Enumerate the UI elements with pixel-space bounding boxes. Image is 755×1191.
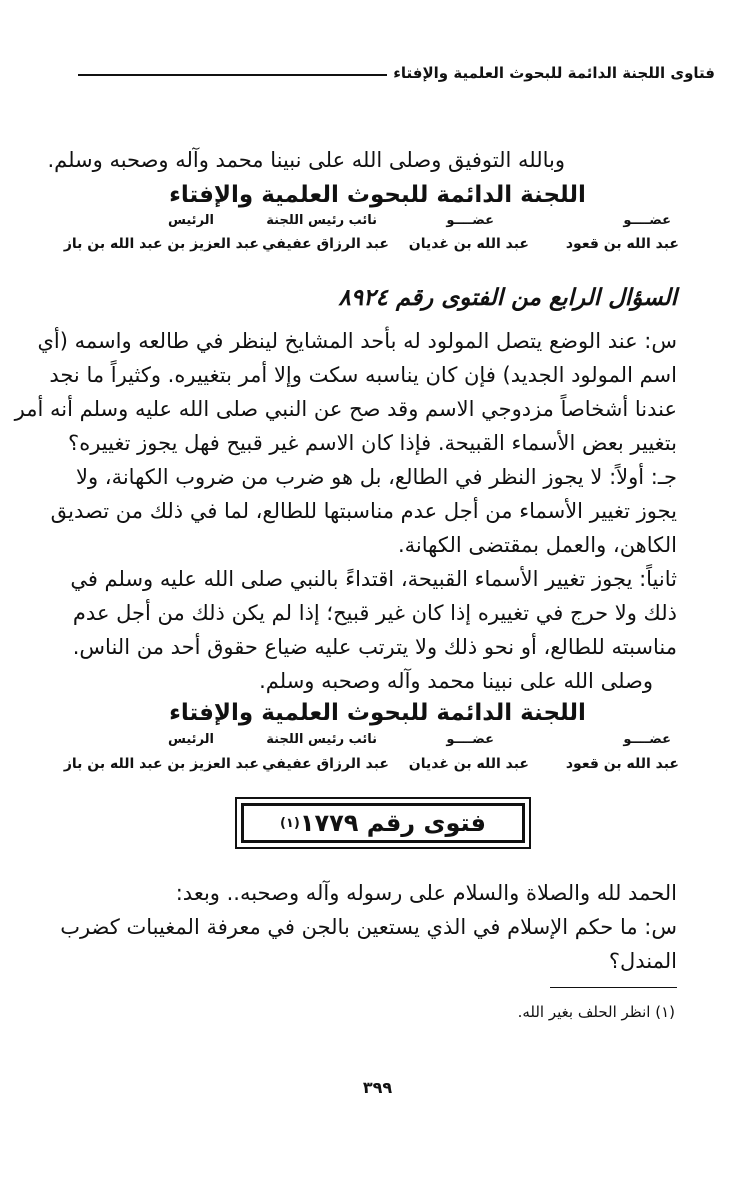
- closing-2: وصلى الله على نبينا محمد وآله وصحبه وسلم.: [259, 669, 653, 693]
- signature-roles-2: [80, 732, 679, 756]
- signature-names-1: [63, 236, 679, 260]
- footnote: (١) انظر الحلف بغير الله.: [517, 1003, 675, 1021]
- footnote-rule: [550, 987, 677, 988]
- signature-role: عضــــو: [446, 732, 494, 747]
- answer-line: الكاهن، والعمل بمقتضى الكهانة.: [398, 533, 677, 557]
- fatwa-title-frame: [241, 803, 525, 843]
- fatwa-title: فتوى رقم ١٧٧٩: [299, 809, 487, 837]
- committee-title-2: اللجنة الدائمة للبحوث العلمية والإفتاء: [169, 700, 586, 726]
- answer-line: جـ: أولاً: لا يجوز النظر في الطالع، بل هو ضرب من ضروب الكهانة، ولا: [76, 465, 677, 489]
- final-question-line: س: ما حكم الإسلام في الذي يستعين بالجن في معرفة المغيبات كضرب: [60, 915, 677, 939]
- final-question-line: المندل؟: [608, 949, 677, 973]
- running-head: [78, 58, 715, 88]
- running-head-rule: [78, 74, 387, 76]
- question-heading: السؤال الرابع من الفتوى رقم ٨٩٢٤: [338, 285, 677, 311]
- signature-name: عبد الرزاق عفيفي: [262, 236, 389, 252]
- running-head-title: فتاوى اللجنة الدائمة للبحوث العلمية والإفتاء: [393, 64, 715, 82]
- signature-role: الرئيس: [168, 213, 214, 228]
- question-line: اسم المولود الجديد) فإن كان يناسبه سكت وإلا أمر بتغييره. وكثيراً ما نجد: [49, 363, 677, 387]
- signature-roles-1: [80, 213, 679, 237]
- signature-name: عبد العزيز بن عبد الله بن باز: [63, 756, 259, 772]
- answer-line: ذلك ولا حرج في تغييره إذا كان غير قبيح؛ إذا لم يكن ذلك من أجل عدم: [72, 601, 677, 625]
- question-line: عندنا أشخاصاً مزدوجي الاسم وقد صح عن النبي صلى الله عليه وسلم أنه أمر: [14, 397, 677, 421]
- signature-role: الرئيس: [168, 732, 214, 747]
- intro-closing: وبالله التوفيق وصلى الله على نبينا محمد وآله وصحبه وسلم.: [47, 148, 565, 172]
- signature-role: عضــــو: [623, 213, 671, 228]
- signature-names-2: [63, 756, 679, 780]
- footnote-marker: (١): [279, 815, 300, 831]
- question-line: س: عند الوضع يتصل المولود له بأحد المشايخ لينظر في طالعه واسمه (أي: [37, 329, 677, 353]
- answer-line: ثانياً: يجوز تغيير الأسماء القبيحة، اقتداءً بالنبي صلى الله عليه وسلم في: [70, 567, 677, 591]
- answer-line: يجوز تغيير الأسماء من أجل عدم مناسبتها للطالع، لما في ذلك من تصديق: [50, 499, 677, 523]
- fatwa-title-box: [235, 797, 531, 849]
- signature-name: عبد الله بن غديان: [408, 236, 529, 252]
- signature-role: نائب رئيس اللجنة: [266, 732, 377, 747]
- signature-name: عبد الله بن قعود: [565, 236, 679, 252]
- signature-name: عبد الله بن قعود: [565, 756, 679, 772]
- committee-title-1: اللجنة الدائمة للبحوث العلمية والإفتاء: [169, 182, 586, 208]
- signature-role: عضــــو: [446, 213, 494, 228]
- signature-name: عبد الرزاق عفيفي: [262, 756, 389, 772]
- signature-name: عبد الله بن غديان: [408, 756, 529, 772]
- signature-role: نائب رئيس اللجنة: [266, 213, 377, 228]
- signature-name: عبد العزيز بن عبد الله بن باز: [63, 236, 259, 252]
- opening-praise: الحمد لله والصلاة والسلام على رسوله وآله وصحبه.. وبعد:: [175, 881, 677, 905]
- page-number: ٣٩٩: [362, 1078, 393, 1097]
- signature-role: عضــــو: [623, 732, 671, 747]
- question-line: بتغيير بعض الأسماء القبيحة. فإذا كان الاسم غير قبيح فهل يجوز تغييره؟: [68, 431, 677, 455]
- answer-line: مناسبته للطالع، أو نحو ذلك ولا يترتب عليه ضياع حقوق أحد من الناس.: [72, 635, 677, 659]
